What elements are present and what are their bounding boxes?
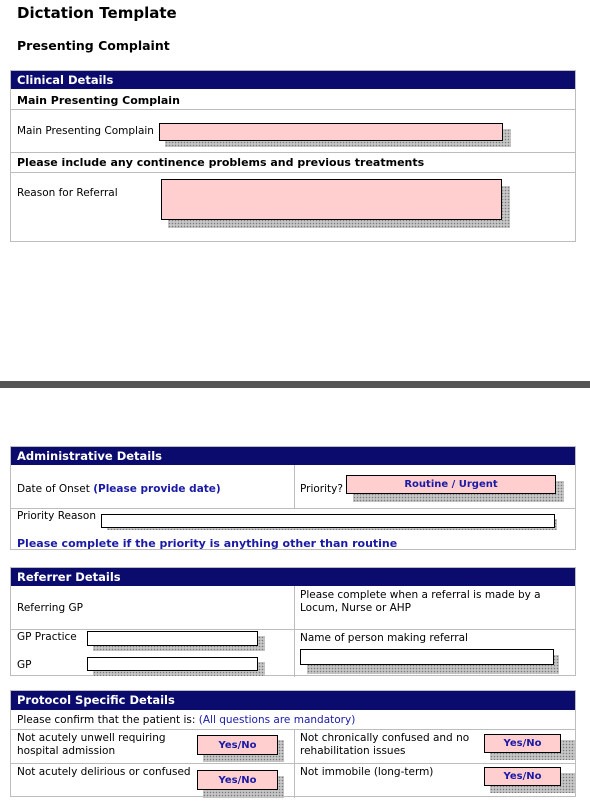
date-of-onset-label: Date of Onset [17, 483, 90, 495]
page-divider [0, 381, 590, 388]
reason-referral-input[interactable] [161, 179, 502, 220]
question-not-acutely-unwell: Not acutely unwell requiring hospital admission [17, 732, 166, 757]
referrer-details-header: Referrer Details [11, 568, 575, 586]
yes-no-select-unwell[interactable] [197, 735, 278, 755]
priority-note: Please complete if the priority is anything other than routine [17, 537, 398, 550]
reason-referral-label: Reason for Referral [17, 187, 118, 199]
priority-reason-input[interactable] [101, 514, 555, 528]
gp-input[interactable] [87, 657, 258, 671]
yes-no-value: Yes/No [503, 738, 542, 749]
priority-reason-label: Priority Reason [17, 510, 96, 522]
main-complaint-input[interactable] [159, 123, 503, 141]
page-title: Dictation Template [17, 4, 177, 22]
yes-no-value: Yes/No [218, 774, 257, 786]
main-complaint-label: Main Presenting Complain [17, 125, 154, 137]
protocol-details-section [10, 690, 576, 797]
yes-no-select-confused[interactable] [484, 734, 561, 753]
date-of-onset-row [17, 483, 221, 496]
priority-select[interactable] [346, 475, 556, 494]
priority-label: Priority? [300, 483, 343, 495]
yes-no-select-delirious[interactable] [197, 770, 278, 790]
person-making-referral-input[interactable] [300, 649, 554, 665]
confirm-text: Please confirm that the patient is: [17, 714, 196, 726]
yes-no-select-immobile[interactable] [484, 767, 561, 786]
administrative-details-header: Administrative Details [11, 447, 575, 465]
yes-no-value: Yes/No [218, 739, 257, 751]
protocol-details-header: Protocol Specific Details [11, 691, 575, 710]
mandatory-note: (All questions are mandatory) [198, 714, 356, 726]
continence-heading: Please include any continence problems and previous treatments [17, 156, 425, 169]
locum-note: Please complete when a referral is made by a Locum, Nurse or AHP [300, 589, 541, 614]
question-not-immobile: Not immobile (long-term) [300, 766, 434, 778]
date-of-onset-note: (Please provide date) [93, 483, 221, 495]
gp-label: GP [17, 659, 32, 671]
gp-practice-input[interactable] [87, 631, 258, 646]
question-not-acutely-delirious: Not acutely delirious or confused [17, 766, 191, 778]
gp-practice-label: GP Practice [17, 631, 77, 643]
page-subtitle: Presenting Complaint [17, 38, 170, 53]
referrer-details-section [10, 567, 576, 676]
question-not-chronically-confused: Not chronically confused and no rehabilitation issues [300, 732, 470, 757]
priority-value: Routine / Urgent [404, 479, 498, 490]
referring-gp-label: Referring GP [17, 602, 83, 614]
yes-no-value: Yes/No [503, 771, 542, 782]
clinical-details-header: Clinical Details [11, 71, 575, 89]
clinical-details-section [10, 70, 576, 242]
main-complaint-heading: Main Presenting Complain [17, 94, 180, 107]
administrative-details-section [10, 446, 576, 550]
person-making-referral-label: Name of person making referral [300, 632, 468, 644]
confirm-row [17, 714, 355, 727]
